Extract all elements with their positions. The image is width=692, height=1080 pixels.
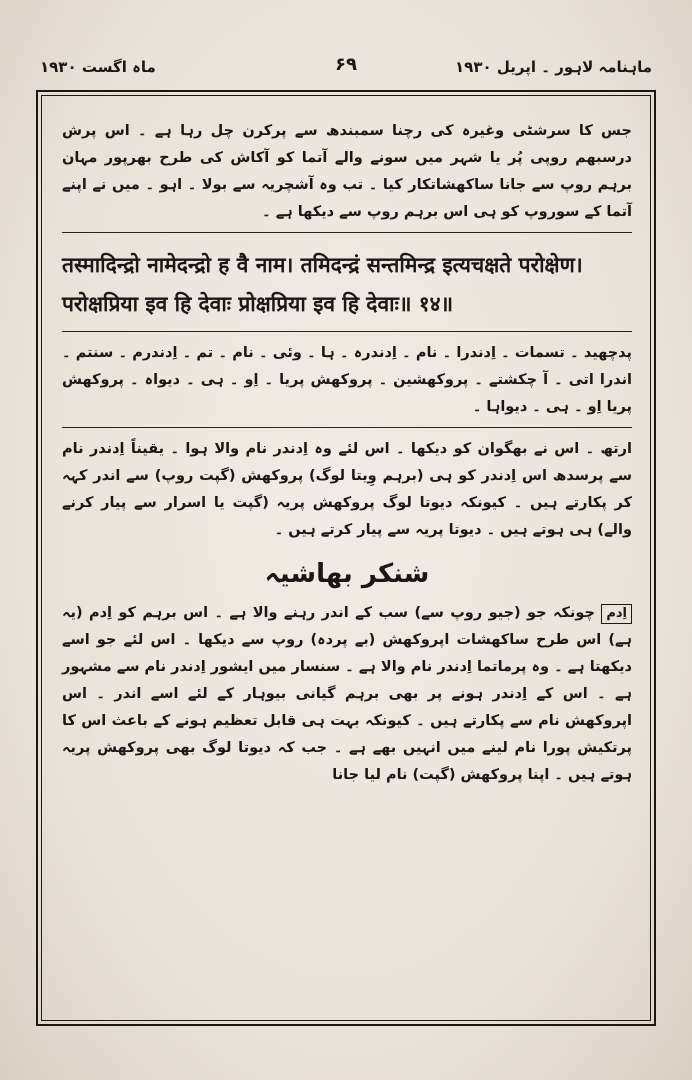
bhashya-paragraph [62, 600, 632, 789]
padachhed-paragraph: پدچھید ۔ تسمات ۔ اِدندرا ۔ نام ۔ اِدندرہ ۔ ہا ۔ وئی ۔ نام ۔ تم ۔ اِدندرم ۔ سنتم ۔ اندرا اتی ۔ آ چکشتے ۔ پروکھشین ۔ پروکھش پریا ۔ اِو ۔ ہی ۔ دیواہ ۔ پروکھش پریا اِو ۔ ہی ۔ دیواہا ۔ [62, 345, 632, 415]
bhashya-text: چونکہ جو (جیو روپ سے) سب کے اندر رہنے والا ہے ۔ اس برہم کو اِدم (یہ ہے) اس طرح ساکھشات اپروکھش (بے پردہ) روپ سے دیکھا ۔ اس لئے جو اسے دیکھتا ہے ۔ وہ پرماتما اِدندر نام والا ہے ۔ سنسار میں ایشور اِدندر نام سے مشہور ہے ۔ اس کے اِدندر ہونے پر بھی برہم گیانی بیوہار کے لئے اسے اندر ۔ اس اپروکھش نام سے پکارتے ہیں ۔ کیونکہ بہت ہی قابل تعظیم ہونے کے باعث اس کا پرتکیش پورا نام لینے میں انہیں بھے ہے ۔ جب کہ دیوتا لوگ بھی پروکھش پریہ ہوتے ہیں ۔ اپنا پروکھش (گپت) نام لیا جانا [62, 605, 632, 783]
header-date: ماہ اگست ۱۹۳۰ [40, 58, 156, 76]
page-body [62, 118, 632, 793]
divider [62, 232, 632, 233]
divider [62, 331, 632, 332]
arth-paragraph: ارتھ ۔ اس نے بھگوان کو دیکھا ۔ اس لئے وہ اِدندر نام والا ہوا ۔ یقیناً اِدندر نام سے پرسدھ اس اِدندر کو ہی (برہم وِیتا لوگ) پروکھش (گپت روپ) سے اندر کہہ کر پکارتے ہیں ۔ کیونکہ دیوتا لوگ پروکھش پریہ (گپت یا اسرار سے پیار کرنے والے) ہی ہوتے ہیں ۔ دیوتا پریہ سے پیار کرتے ہیں ۔ [62, 441, 632, 538]
intro-paragraph: جس کا سرشٹی وغیرہ کی رچنا سمبندھ سے پرکرن چل رہا ہے ۔ اس پرش درسبھم روپی پُر یا شہر میں سونے والے آتما کو آکاش کی طرح بھرپور مہان برہم روپ سے جانا ساکھشاتکار کیا ۔ تب وہ آشچریہ سے بولا ۔ اہو ۔ میں نے اپنے آتما کے سوروپ کو ہی اس برہم روپ سے دیکھا ہے ۔ [62, 123, 632, 220]
page-number: ۶۹ [335, 54, 357, 75]
section-heading: شنکر بھاشیہ [264, 559, 430, 589]
page-header [40, 52, 652, 92]
sanskrit-verse: तस्मादिन्द्रो नामेदन्द्रो ह वै नाम। तमिदन्द्रं सन्तमिन्द्र इत्यचक्षते परोक्षेण। परोक्षप्रिया इव हि देवाः प्रोक्षप्रिया इव हि देवाः॥ १४॥ [62, 252, 583, 316]
header-journal-title: ماہنامہ لاہور ۔ اپریل ۱۹۳۰ [455, 58, 652, 76]
boxed-term: اِدم [601, 604, 632, 624]
divider [62, 427, 632, 428]
